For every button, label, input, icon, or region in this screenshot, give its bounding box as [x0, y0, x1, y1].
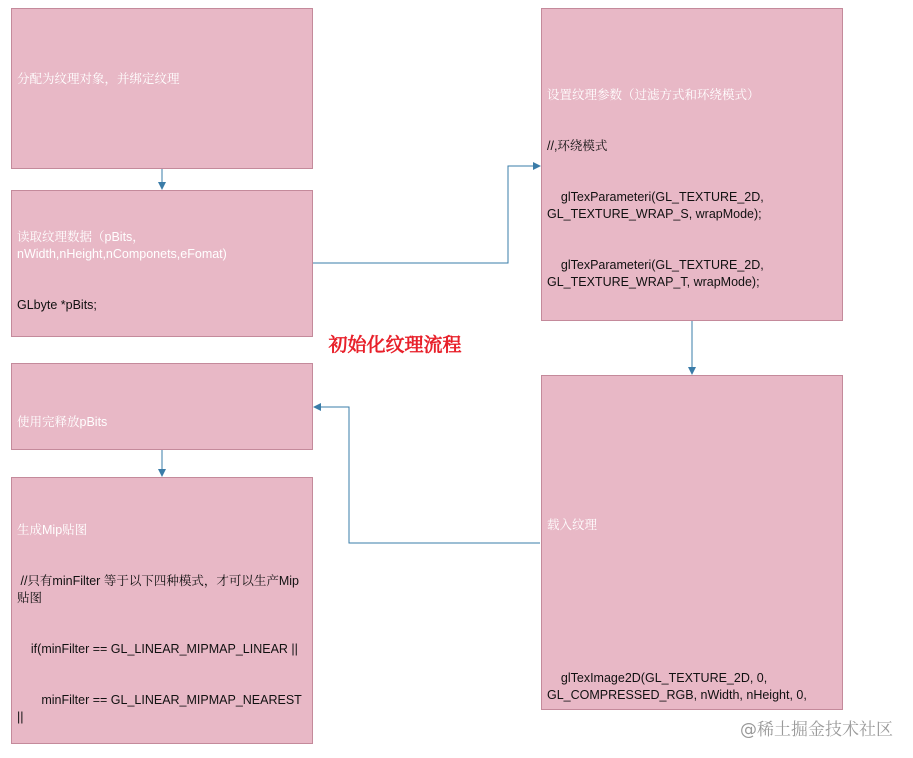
free-bits-heading: 使用完释放pBits — [17, 415, 108, 429]
load-tex-heading: 载入纹理 — [547, 518, 598, 532]
code-line — [547, 619, 837, 636]
code-line: if(minFilter == GL_LINEAR_MIPMAP_LINEAR || — [17, 642, 298, 656]
code-line: //只有minFilter 等于以下四种模式，才可以生产Mip贴图 — [17, 574, 299, 605]
arrow-load-to-free — [314, 407, 540, 543]
code-line: glTexImage2D(GL_TEXTURE_2D, 0, GL_COMPRESSED_RGB, nWidth, nHeight, 0, — [547, 671, 807, 702]
code-line — [547, 568, 837, 585]
tex-params-box — [541, 8, 843, 321]
diagram-title: 初始化纹理流程 — [328, 334, 462, 356]
code-line: minFilter == GL_LINEAR_MIPMAP_NEAREST || — [17, 693, 306, 724]
code-line: GLbyte *pBits; — [17, 298, 97, 312]
read-data-heading: 读取纹理数据（pBits，nWidth,nHeight,nComponets,eFomat) — [17, 230, 227, 261]
free-bits-box — [11, 363, 313, 450]
gen-bind-heading: 分配为纹理对象，并绑定纹理 — [17, 72, 180, 86]
code-line: //,环绕模式 — [547, 139, 608, 153]
watermark: @稀土掘金技术社区 — [740, 720, 893, 740]
gen-bind-box — [11, 8, 313, 169]
code-line — [17, 122, 307, 139]
arrow-read-to-params — [312, 166, 540, 263]
code-line: glTexParameteri(GL_TEXTURE_2D, GL_TEXTURE_WRAP_S, wrapMode); — [547, 190, 768, 221]
mipmap-box — [11, 477, 313, 744]
tex-params-heading: 设置纹理参数（过滤方式和环绕模式） — [547, 88, 760, 102]
load-tex-box — [541, 375, 843, 710]
mipmap-heading: 生成Mip贴图 — [17, 523, 88, 537]
code-line: glTexParameteri(GL_TEXTURE_2D, GL_TEXTURE_WRAP_T, wrapMode); — [547, 258, 768, 289]
read-data-box — [11, 190, 313, 337]
